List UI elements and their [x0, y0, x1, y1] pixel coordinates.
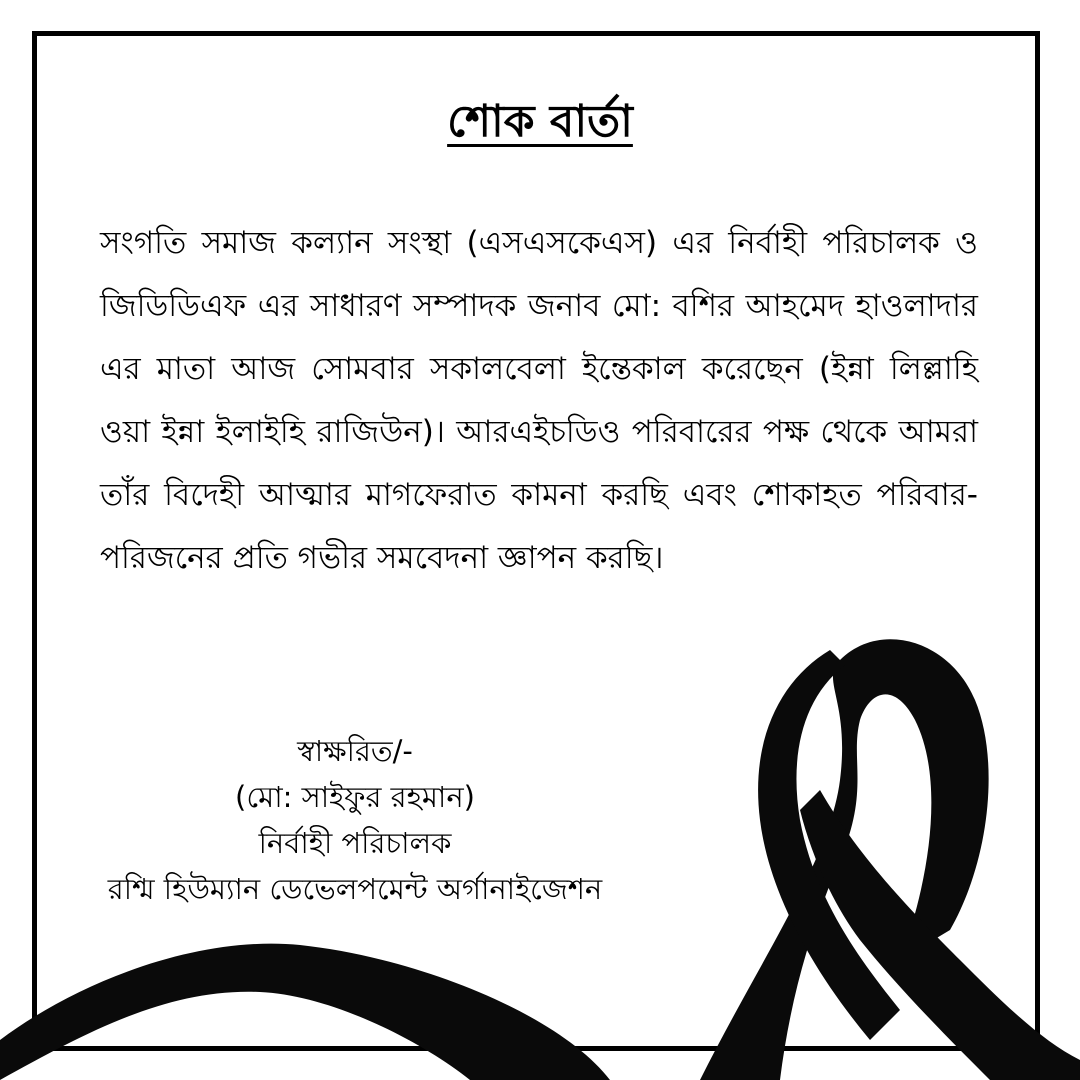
- organization-name: রশ্মি হিউম্যান ডেভেলপমেন্ট অর্গানাইজেশন: [107, 872, 603, 906]
- signatory-designation: নির্বাহী পরিচালক: [258, 826, 452, 860]
- signature-block: [60, 728, 650, 912]
- notice-body: সংগতি সমাজ কল্যান সংস্থা (এসএসকেএস) এর নির্বাহী পরিচালক ও জিডিডিএফ এর সাধারণ সম্পাদক জনাব মো: বশির আহমেদ হাওলাদার এর মাতা আজ সোমবার সকালবেলা ইন্তেকাল করেছেন (ইন্না লিল্লাহি ওয়া ইন্না ইলাইহি রাজিউন)। আরএইচডিও পরিবারের পক্ষ থেকে আমরা তাঁর বিদেহী আত্মার মাগফেরাত কামনা করছি এবং শোকাহত পরিবার-পরিজনের প্রতি গভীর সমবেদনা জ্ঞাপন করছি।: [100, 225, 978, 576]
- notice-title: শোক বার্তা: [447, 96, 633, 147]
- signed-label: স্বাক্ষরিত/-: [297, 734, 413, 768]
- signatory-name: (মো: সাইফুর রহমান): [235, 780, 475, 814]
